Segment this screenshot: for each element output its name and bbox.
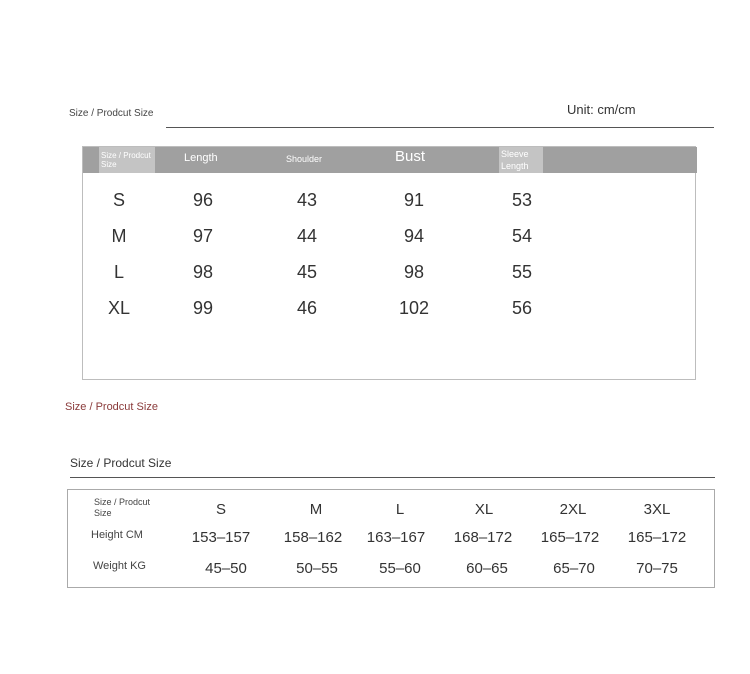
weight-cell: 70–75 [636,560,678,577]
weight-cell: 50–55 [296,560,338,577]
corner-label: Size / Prodcut Size [94,497,151,518]
cell-length: 97 [192,226,214,246]
cell-sleeve: 56 [511,298,533,318]
size-col-header: XL [474,501,494,518]
header-size-cell [99,147,155,173]
cell-size: XL [107,298,131,318]
height-cell: 168–172 [453,529,513,546]
size-col-header: 2XL [559,501,587,518]
cell-shoulder: 43 [296,190,318,210]
size-table-header [83,147,697,173]
cell-size: M [111,226,127,246]
size-col-header: M [309,501,323,518]
weight-cell: 45–50 [205,560,247,577]
header-shoulder: Shoulder [286,154,323,164]
size-col-header: S [215,501,226,518]
table1-title: Size / Prodcut Size [69,108,154,119]
size-note: Size / Prodcut Size [65,401,158,413]
cell-bust: 98 [403,262,425,282]
height-cell: 163–167 [366,529,426,546]
cell-shoulder: 44 [296,226,318,246]
cell-sleeve: 54 [511,226,533,246]
cell-shoulder: 45 [296,262,318,282]
weight-cell: 65–70 [553,560,595,577]
size-col-header: L [395,501,405,518]
cell-size: L [113,262,124,282]
height-cell: 153–157 [191,529,251,546]
unit-label: Unit: cm/cm [567,102,636,117]
height-cell: 165–172 [540,529,600,546]
header-bust: Bust [395,148,426,165]
header-size: Size / Prodcut Size [101,151,151,169]
weight-cell: 55–60 [379,560,421,577]
weight-label: Weight KG [93,560,146,572]
cell-sleeve: 55 [511,262,533,282]
header-sleeve-length: Sleeve Length [501,149,529,171]
height-label: Height CM [91,529,143,541]
cell-shoulder: 46 [296,298,318,318]
cell-length: 98 [192,262,214,282]
header-length: Length [184,152,218,164]
size-col-header: 3XL [643,501,671,518]
weight-cell: 60–65 [466,560,508,577]
cell-bust: 91 [403,190,425,210]
height-cell: 165–172 [627,529,687,546]
table1-divider [166,127,714,128]
header-sleeve-cell [499,147,543,173]
height-cell: 158–162 [283,529,343,546]
cell-sleeve: 53 [511,190,533,210]
cell-bust: 102 [398,298,430,318]
cell-length: 99 [192,298,214,318]
cell-length: 96 [192,190,214,210]
cell-size: S [112,190,125,210]
table2-divider [70,477,715,478]
table2-title: Size / Prodcut Size [70,456,172,470]
cell-bust: 94 [403,226,425,246]
